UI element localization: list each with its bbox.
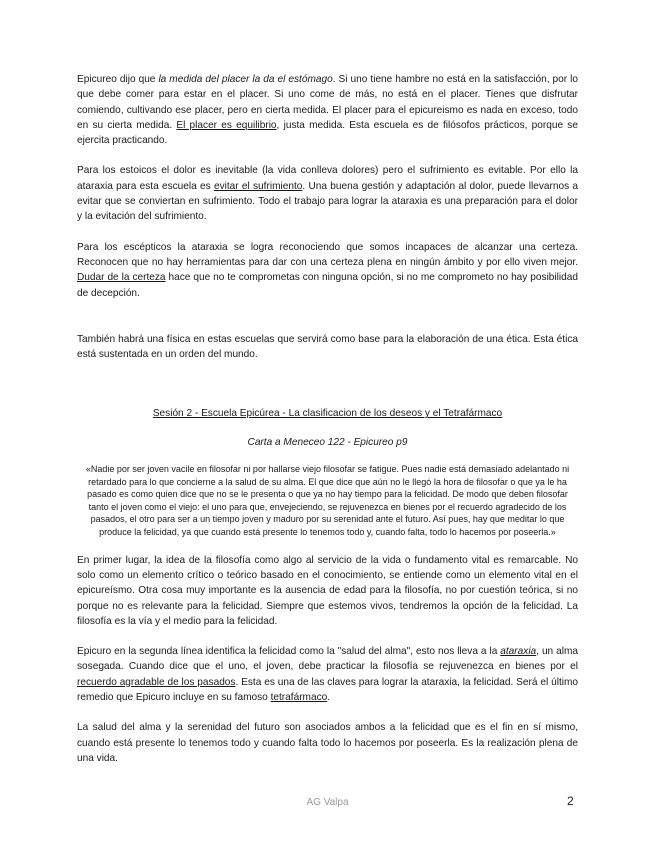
paragraph-fisica: También habrá una física en estas escuelas que servirá como base para la elaboración de una ética. Esta ética está sustentada en un orden del mundo. — [77, 333, 578, 361]
paragraph-salud-alma — [77, 644, 578, 705]
text-run: , justa medida. Esta escuela es de filósofos prácticos, porque se ejercita practicando. — [77, 119, 578, 147]
paragraph-escepticos — [77, 240, 578, 301]
text-run: hace que no te comprometas con ninguna opción, si no me comprometo no hay posibilidad de decepción. — [77, 272, 578, 299]
underlined-term: ataraxia — [500, 646, 537, 658]
emphasis-quote: la medida del placer la da el estómago — [158, 74, 333, 85]
underlined-phrase: Dudar de la certeza — [77, 272, 166, 284]
text-run: Epicureo dijo que — [77, 74, 159, 85]
paragraph-epicureo — [77, 72, 578, 148]
text-run: Para los escépticos la ataraxia se logra reconociendo que somos incapaces de alcanzar una certeza. Reconocen que no hay herramientas para dar con una certeza plena en ningún ámbito y por ello viven mejor. — [77, 241, 578, 268]
page-number: 2 — [567, 794, 574, 808]
text-run: . Si uno tiene hambre no está en la satisfacción, por lo que debe comer para estar en el placer. Si uno come de más, no está en el placer. Tienes que disfrutar comiendo, cultivando ese placer, pero en cierta medida. El placer para el epicureismo es nada en exceso, todo en su cierta medida. — [77, 74, 578, 131]
paragraph-serenidad: La salud del alma y la serenidad del futuro son asociados ambos a la felicidad que es el fin en sí mismo, cuando está presente lo tenemos todo y cuando falta todo lo hacemos por poseerla. Es la realización plena de una vida. — [77, 722, 578, 764]
page-body — [77, 72, 578, 781]
section-title: Sesión 2 - Escuela Epicúrea - La clasificacion de los deseos y el Tetrafármaco — [152, 408, 503, 420]
source-title: Carta a Meneceo 122 - Epicureo p9 — [247, 436, 408, 448]
text-run: , un alma sosegada. Cuando dice que el uno, el joven, debe practicar la filosofía se rejuvenezca en bienes por el — [77, 646, 578, 673]
underlined-phrase: El placer es equilibrio — [176, 119, 277, 131]
text-run: . Esta es una de las claves para lograr la ataraxia, la felicidad. Será el último remedio que Epicuro incluye en su famoso — [77, 676, 579, 703]
paragraph-estoicos — [77, 163, 578, 224]
underlined-phrase: recuerdo agradable de los pasados — [77, 676, 236, 688]
paragraph-primer-lugar: En primer lugar, la idea de la filosofía como algo al servicio de la vida o fundamento vital es remarcable. No solo como un elemento crítico o teórico basado en el conocimiento, se entiende como un elemento vital en el epicureísmo. Otra cosa muy importante es la ausencia de edad para la filosofía, no por cuestión teórica, si no porque no es relevante para la felicidad. Siempre que estemos vivos, tendremos la opción de la felicidad. La filosofía es la vía y el medio para la felicidad. — [77, 554, 578, 627]
underlined-phrase: evitar el sufrimiento — [213, 180, 303, 192]
text-run: Epicuro en la segunda línea identifica la felicidad como la "salud del alma", esto nos lleva a la — [77, 646, 501, 658]
footer-author: AG Valpa — [306, 797, 349, 808]
underlined-term: tetrafármaco — [270, 691, 328, 703]
text-run: . — [327, 691, 331, 703]
block-quote: «Nadie por ser joven vacile en filosofar ni por hallarse viejo filosofar se fatigue. Pues nadie está demasiado adelantado ni retardado para lo que concierne a la salud de su alma. El que dice que aún no le llegó la hora de filosofar o que ya le ha pasado es como quien dice que no se le presenta o que ya no hay tiempo para la felicidad. De modo que deben filosofar tanto el joven como el viejo: el uno para que, envejeciendo, se rejuvenezca en bienes por el recuerdo agradecido de los pasados, el otro para ser a un tiempo joven y maduro por su serenidad ante el futuro. Así pues, hay que meditar lo que produce la felicidad, ya que cuando está presente lo tenemos todo y, cuando falta, todo lo hacemos por poseerla.» — [85, 464, 570, 538]
text-run: . Una buena gestión y adaptación al dolor, puede llevarnos a evitar que se conviertan en sufrimiento. Todo el trabajo para lograr la ataraxia es una preparación para el dolor y la evitación del sufrimiento. — [77, 180, 579, 223]
text-run: Para los estoicos el dolor es inevitable (la vida conlleva dolores) pero el sufrimiento es evitable. Por ello la ataraxia para esta escuela es — [77, 165, 578, 192]
